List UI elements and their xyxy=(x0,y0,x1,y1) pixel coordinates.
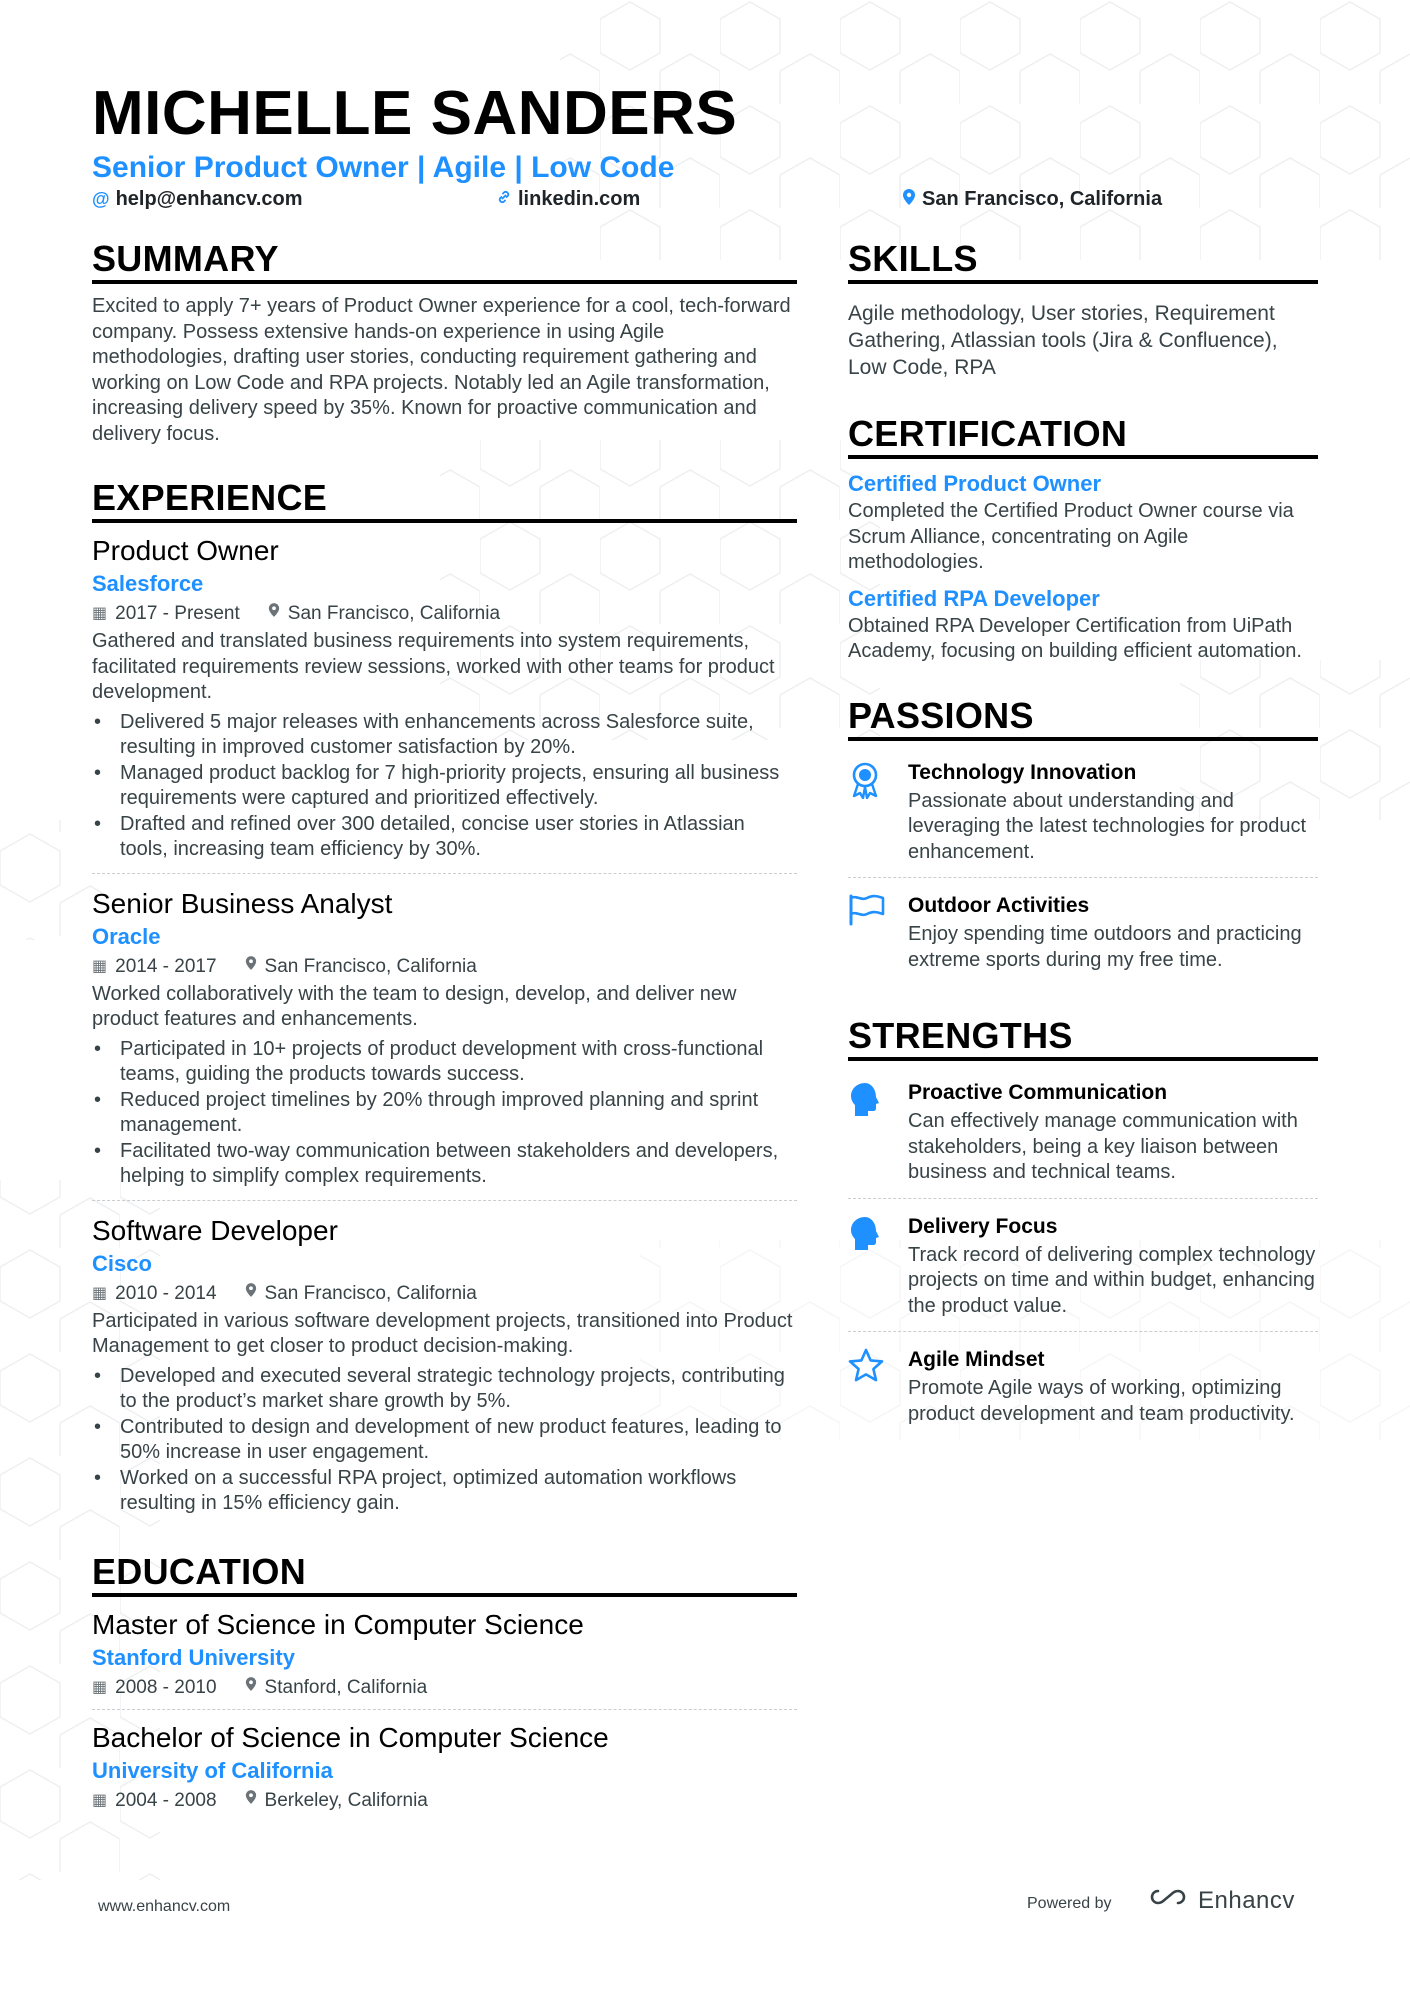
school-name: Stanford University xyxy=(92,1644,295,1670)
job-bullet: • Worked on a successful RPA project, optimized automation workflows resulting in 15% efficiency gain. xyxy=(92,1466,797,1517)
school-name: University of California xyxy=(92,1757,333,1783)
certification-entry xyxy=(848,469,1318,576)
job-meta xyxy=(92,1279,797,1309)
degree-title: Master of Science in Computer Science xyxy=(92,1608,584,1640)
job-company: Cisco xyxy=(92,1250,152,1276)
job-bullet: • Facilitated two-way communication between stakeholders and developers, helping to simplify complex requirements. xyxy=(92,1139,797,1190)
job-bullets xyxy=(92,710,797,863)
education-section xyxy=(92,1549,797,1822)
job-dates: 2014 - 2017 xyxy=(115,955,217,977)
passion-entry xyxy=(848,884,1318,985)
head-brain-icon xyxy=(848,1077,890,1186)
job-dates: 2010 - 2014 xyxy=(115,1282,217,1304)
location-pin-icon xyxy=(245,1673,257,1703)
footer-powered-by: Powered by xyxy=(1027,1895,1112,1912)
job-bullet: • Reduced project timelines by 20% through improved planning and sprint management. xyxy=(92,1088,797,1139)
head-brain-icon xyxy=(848,1211,890,1320)
job-meta xyxy=(92,599,797,629)
candidate-name: MICHELLE SANDERS xyxy=(92,79,738,148)
skills-section xyxy=(848,236,1318,381)
passion-description: Enjoy spending time outdoors and practicing extreme sports during my free time. xyxy=(908,923,1302,971)
strength-title: Agile Mindset xyxy=(908,1348,1045,1371)
job-description: Gathered and translated business requirements into system requirements, facilitated requirements review sessions, worked with other teams for product development. xyxy=(92,630,775,703)
job-entry xyxy=(92,1213,797,1527)
job-bullet: • Drafted and refined over 300 detailed, concise user stories in Atlassian tools, increasing team efficiency by 30%. xyxy=(92,812,797,863)
calendar-icon: ▦ xyxy=(92,1284,108,1302)
certification-description: Completed the Certified Product Owner course via Scrum Alliance, concentrating on Agile methodologies. xyxy=(848,500,1294,573)
award-ribbon-icon xyxy=(848,757,890,866)
job-entry xyxy=(92,533,797,874)
enhancv-logo-icon xyxy=(1146,1885,1192,1916)
education-meta xyxy=(92,1673,797,1703)
strength-title: Proactive Communication xyxy=(908,1081,1168,1104)
calendar-icon: ▦ xyxy=(92,1678,108,1696)
link-icon xyxy=(496,189,512,210)
job-description: Participated in various software development projects, transitioned into Product Management to get closer to product decision-making. xyxy=(92,1309,793,1357)
location-pin-icon xyxy=(902,188,916,211)
contact-linkedin[interactable] xyxy=(496,188,640,211)
job-location: San Francisco, California xyxy=(264,1282,477,1304)
passions-section xyxy=(848,693,1318,986)
summary-section xyxy=(92,236,797,447)
job-bullet: • Delivered 5 major releases with enhancements across Salesforce suite, resulting in improved customer satisfaction by 20%. xyxy=(92,710,797,761)
location-pin-icon xyxy=(245,952,257,982)
job-bullet: • Participated in 10+ projects of product development with cross-functional teams, guiding the products towards success. xyxy=(92,1037,797,1088)
left-column xyxy=(92,236,797,1850)
passions-heading: PASSIONS xyxy=(848,693,1318,741)
location-pin-icon xyxy=(245,1279,257,1309)
certification-title: Certified Product Owner xyxy=(848,471,1102,496)
job-bullet: • Contributed to design and development of new product features, leading to 50% increase in user engagement. xyxy=(92,1415,797,1466)
strength-title: Delivery Focus xyxy=(908,1214,1058,1238)
experience-heading: EXPERIENCE xyxy=(92,475,797,523)
calendar-icon: ▦ xyxy=(92,605,108,622)
location-pin-icon xyxy=(245,1786,257,1816)
strength-description: Promote Agile ways of working, optimizing product development and team productivity. xyxy=(908,1377,1295,1425)
summary-text: Excited to apply 7+ years of Product Owner experience for a cool, tech-forward company. Possess extensive hands-on experience in using Agile methodologies, drafting user stories, conducting requirement gathering and working on Low Code and RPA projects. Notably led an Agile transformation, increasing delivery speed by 35%. Known for proactive communication and delivery focus. xyxy=(92,295,791,445)
candidate-title: Senior Product Owner | Agile | Low Code xyxy=(92,151,675,184)
job-entry xyxy=(92,886,797,1201)
linkedin-text[interactable]: linkedin.com xyxy=(518,188,641,210)
job-title: Product Owner xyxy=(92,535,279,566)
certification-heading: CERTIFICATION xyxy=(848,411,1318,459)
education-meta xyxy=(92,1786,797,1816)
education-entry xyxy=(92,1607,797,1710)
job-location: San Francisco, California xyxy=(287,603,501,624)
email-text[interactable]: help@enhancv.com xyxy=(115,188,303,210)
strength-entry xyxy=(848,1338,1318,1439)
star-icon xyxy=(848,1344,890,1427)
certification-entry xyxy=(848,584,1318,665)
job-bullets xyxy=(92,1037,797,1190)
job-company: Oracle xyxy=(92,923,161,949)
job-location: San Francisco, California xyxy=(264,955,477,977)
skills-heading: SKILLS xyxy=(848,236,1318,284)
education-location: Berkeley, California xyxy=(264,1789,428,1811)
passion-description: Passionate about understanding and leveraging the latest technologies for product enhancement. xyxy=(908,789,1307,863)
location-text: San Francisco, California xyxy=(922,188,1163,210)
job-bullet: • Developed and executed several strategic technology projects, contributing to the product’s market share growth by 5%. xyxy=(92,1364,797,1415)
enhancv-logo[interactable] xyxy=(1146,1885,1295,1916)
contact-bar xyxy=(92,188,1192,216)
degree-title: Bachelor of Science in Computer Science xyxy=(92,1721,609,1753)
footer-url[interactable]: www.enhancv.com xyxy=(98,1898,231,1915)
job-description: Worked collaboratively with the team to design, develop, and deliver new product features and enhancements. xyxy=(92,982,737,1030)
flag-icon xyxy=(848,890,890,973)
job-meta xyxy=(92,952,797,982)
calendar-icon: ▦ xyxy=(92,1791,108,1809)
job-title: Senior Business Analyst xyxy=(92,887,393,919)
strength-entry xyxy=(848,1205,1318,1333)
job-title: Software Developer xyxy=(92,1214,338,1246)
passion-title: Technology Innovation xyxy=(908,760,1137,784)
passion-entry xyxy=(848,751,1318,879)
strengths-heading: STRENGTHS xyxy=(848,1013,1318,1061)
contact-email[interactable] xyxy=(92,188,303,211)
calendar-icon: ▦ xyxy=(92,957,108,975)
certification-description: Obtained RPA Developer Certification from UiPath Academy, focusing on building efficient automation. xyxy=(848,614,1302,662)
passion-title: Outdoor Activities xyxy=(908,894,1090,917)
certification-title: Certified RPA Developer xyxy=(848,585,1100,611)
summary-heading: SUMMARY xyxy=(92,236,797,284)
enhancv-logo-text: Enhancv xyxy=(1198,1886,1295,1914)
right-column xyxy=(848,236,1318,1467)
education-dates: 2008 - 2010 xyxy=(115,1676,217,1698)
strengths-section xyxy=(848,1013,1318,1439)
education-entry xyxy=(92,1720,797,1822)
skills-text: Agile methodology, User stories, Requirement Gathering, Atlassian tools (Jira & Confluence), Low Code, RPA xyxy=(848,302,1278,379)
location-pin-icon xyxy=(268,599,280,629)
education-heading: EDUCATION xyxy=(92,1549,797,1597)
job-bullet: • Managed product backlog for 7 high-priority projects, ensuring all business requirements were captured and prioritized effectively. xyxy=(92,761,797,812)
at-sign-icon: @ xyxy=(92,189,110,209)
education-dates: 2004 - 2008 xyxy=(115,1789,217,1811)
certification-section xyxy=(848,411,1318,665)
experience-section xyxy=(92,475,797,1527)
education-location: Stanford, California xyxy=(264,1676,428,1698)
strength-description: Can effectively manage communication with stakeholders, being a key liaison between business and technical teams. xyxy=(908,1110,1298,1183)
strength-entry xyxy=(848,1071,1318,1199)
contact-location xyxy=(902,188,1162,211)
job-bullets xyxy=(92,1364,797,1517)
strength-description: Track record of delivering complex technology projects on time and within budget, enhancing the product value. xyxy=(908,1243,1316,1317)
job-dates: 2017 - Present xyxy=(115,603,240,624)
job-company: Salesforce xyxy=(92,571,204,596)
